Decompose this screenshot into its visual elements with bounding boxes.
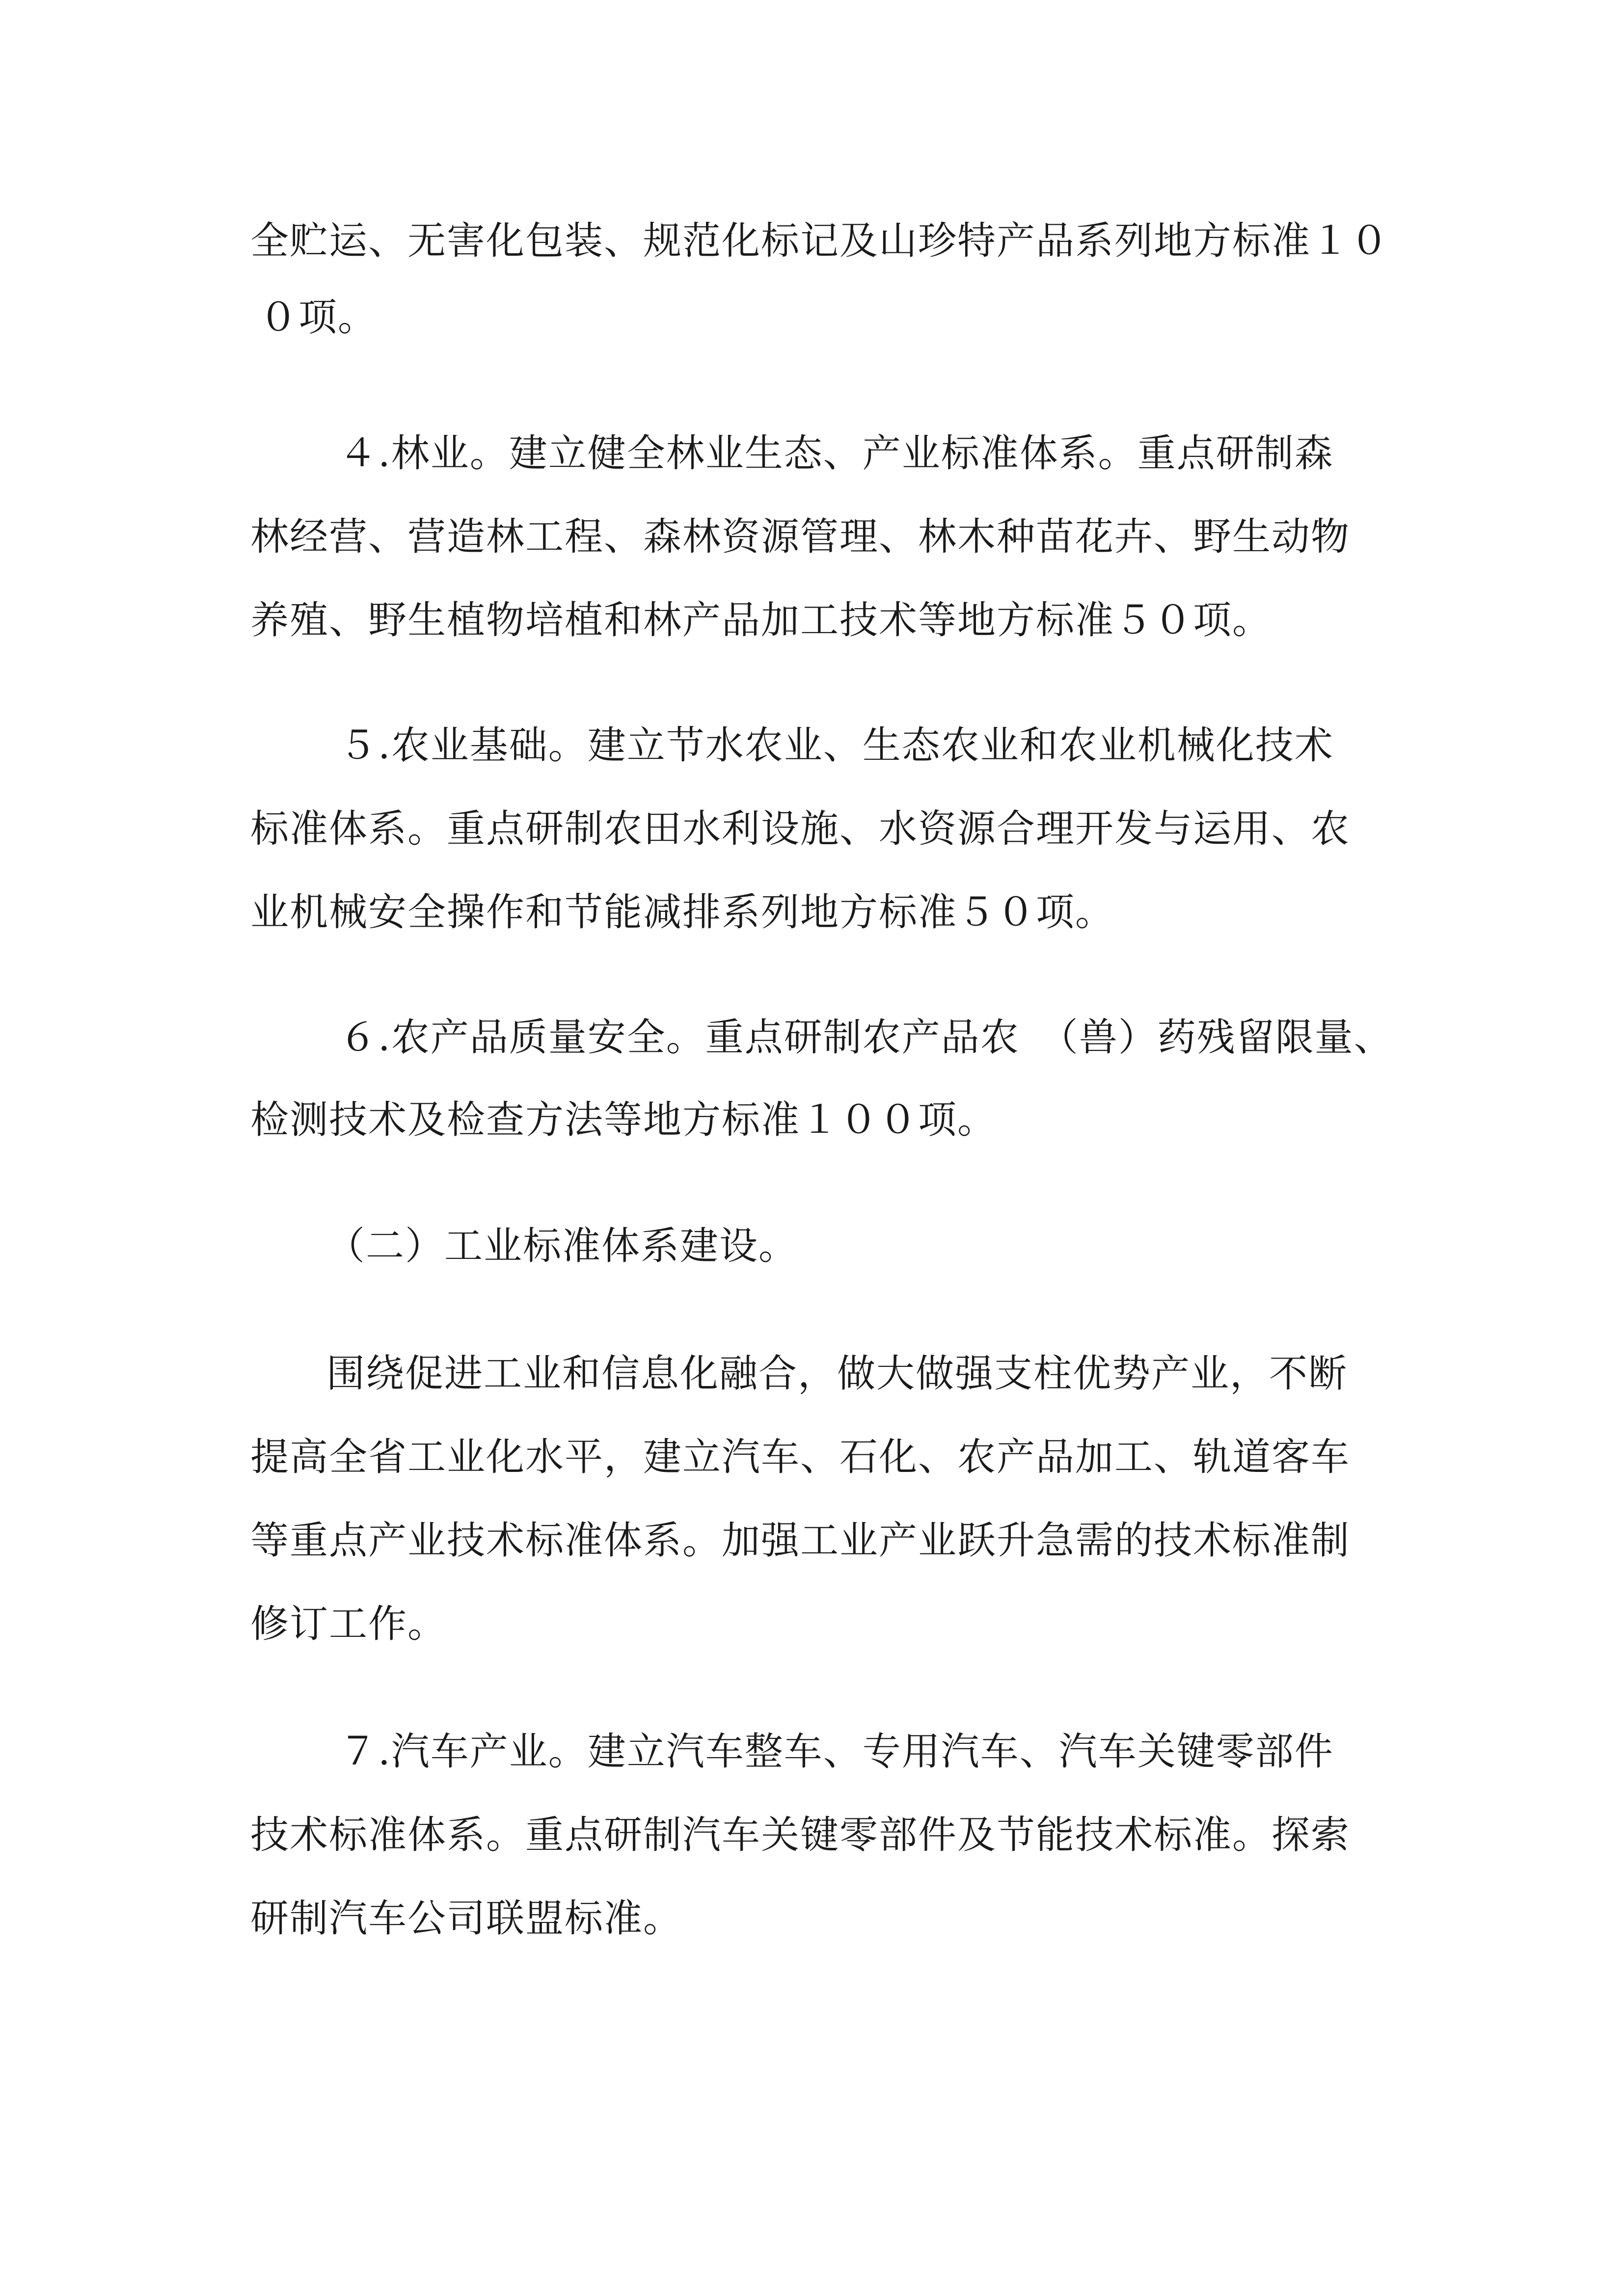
- text-line: 修订工作。: [250, 1602, 447, 1646]
- text-line: 等重点产业技术标准体系。加强工业产业跃升急需的技术标准制: [250, 1519, 1351, 1563]
- text-line: 技术标准体系。重点研制汽车关键零部件及节能技术标准。探索: [250, 1813, 1351, 1857]
- text-line: ７.汽车产业。建立汽车整车、专用汽车、汽车关键零部件: [339, 1730, 1334, 1774]
- text-line: 业机械安全操作和节能减排系列地方标准５０项。: [250, 890, 1115, 934]
- text-line: 提高全省工业化水平，建立汽车、石化、农产品加工、轨道客车: [250, 1435, 1351, 1479]
- text-line: ０项。: [259, 295, 378, 340]
- text-line: 养殖、野生植物培植和林产品加工技术等地方标准５０项。: [250, 598, 1272, 642]
- section-heading: （二）工业标准体系建设。: [326, 1224, 798, 1268]
- text-line: ５.农业基础。建立节水农业、生态农业和农业机械化技术: [339, 723, 1334, 768]
- text-line: 标准体系。重点研制农田水利设施、水资源合理开发与运用、农: [250, 807, 1351, 851]
- text-line: 研制汽车公司联盟标准。: [250, 1896, 683, 1941]
- text-line: 检测技术及检查方法等地方标准１００项。: [250, 1098, 997, 1142]
- text-line: ４.林业。建立健全林业生态、产业标准体系。重点研制森: [339, 431, 1334, 476]
- text-line: 全贮运、无害化包装、规范化标记及山珍特产品系列地方标准１０: [250, 219, 1390, 263]
- text-line: 林经营、营造林工程、森林资源管理、林木种苗花卉、野生动物: [250, 515, 1351, 559]
- text-line: ６.农产品质量安全。重点研制农产品农 （兽）药残留限量、: [339, 1015, 1393, 1060]
- text-line: 围绕促进工业和信息化融合，做大做强支柱优势产业，不断: [326, 1352, 1348, 1396]
